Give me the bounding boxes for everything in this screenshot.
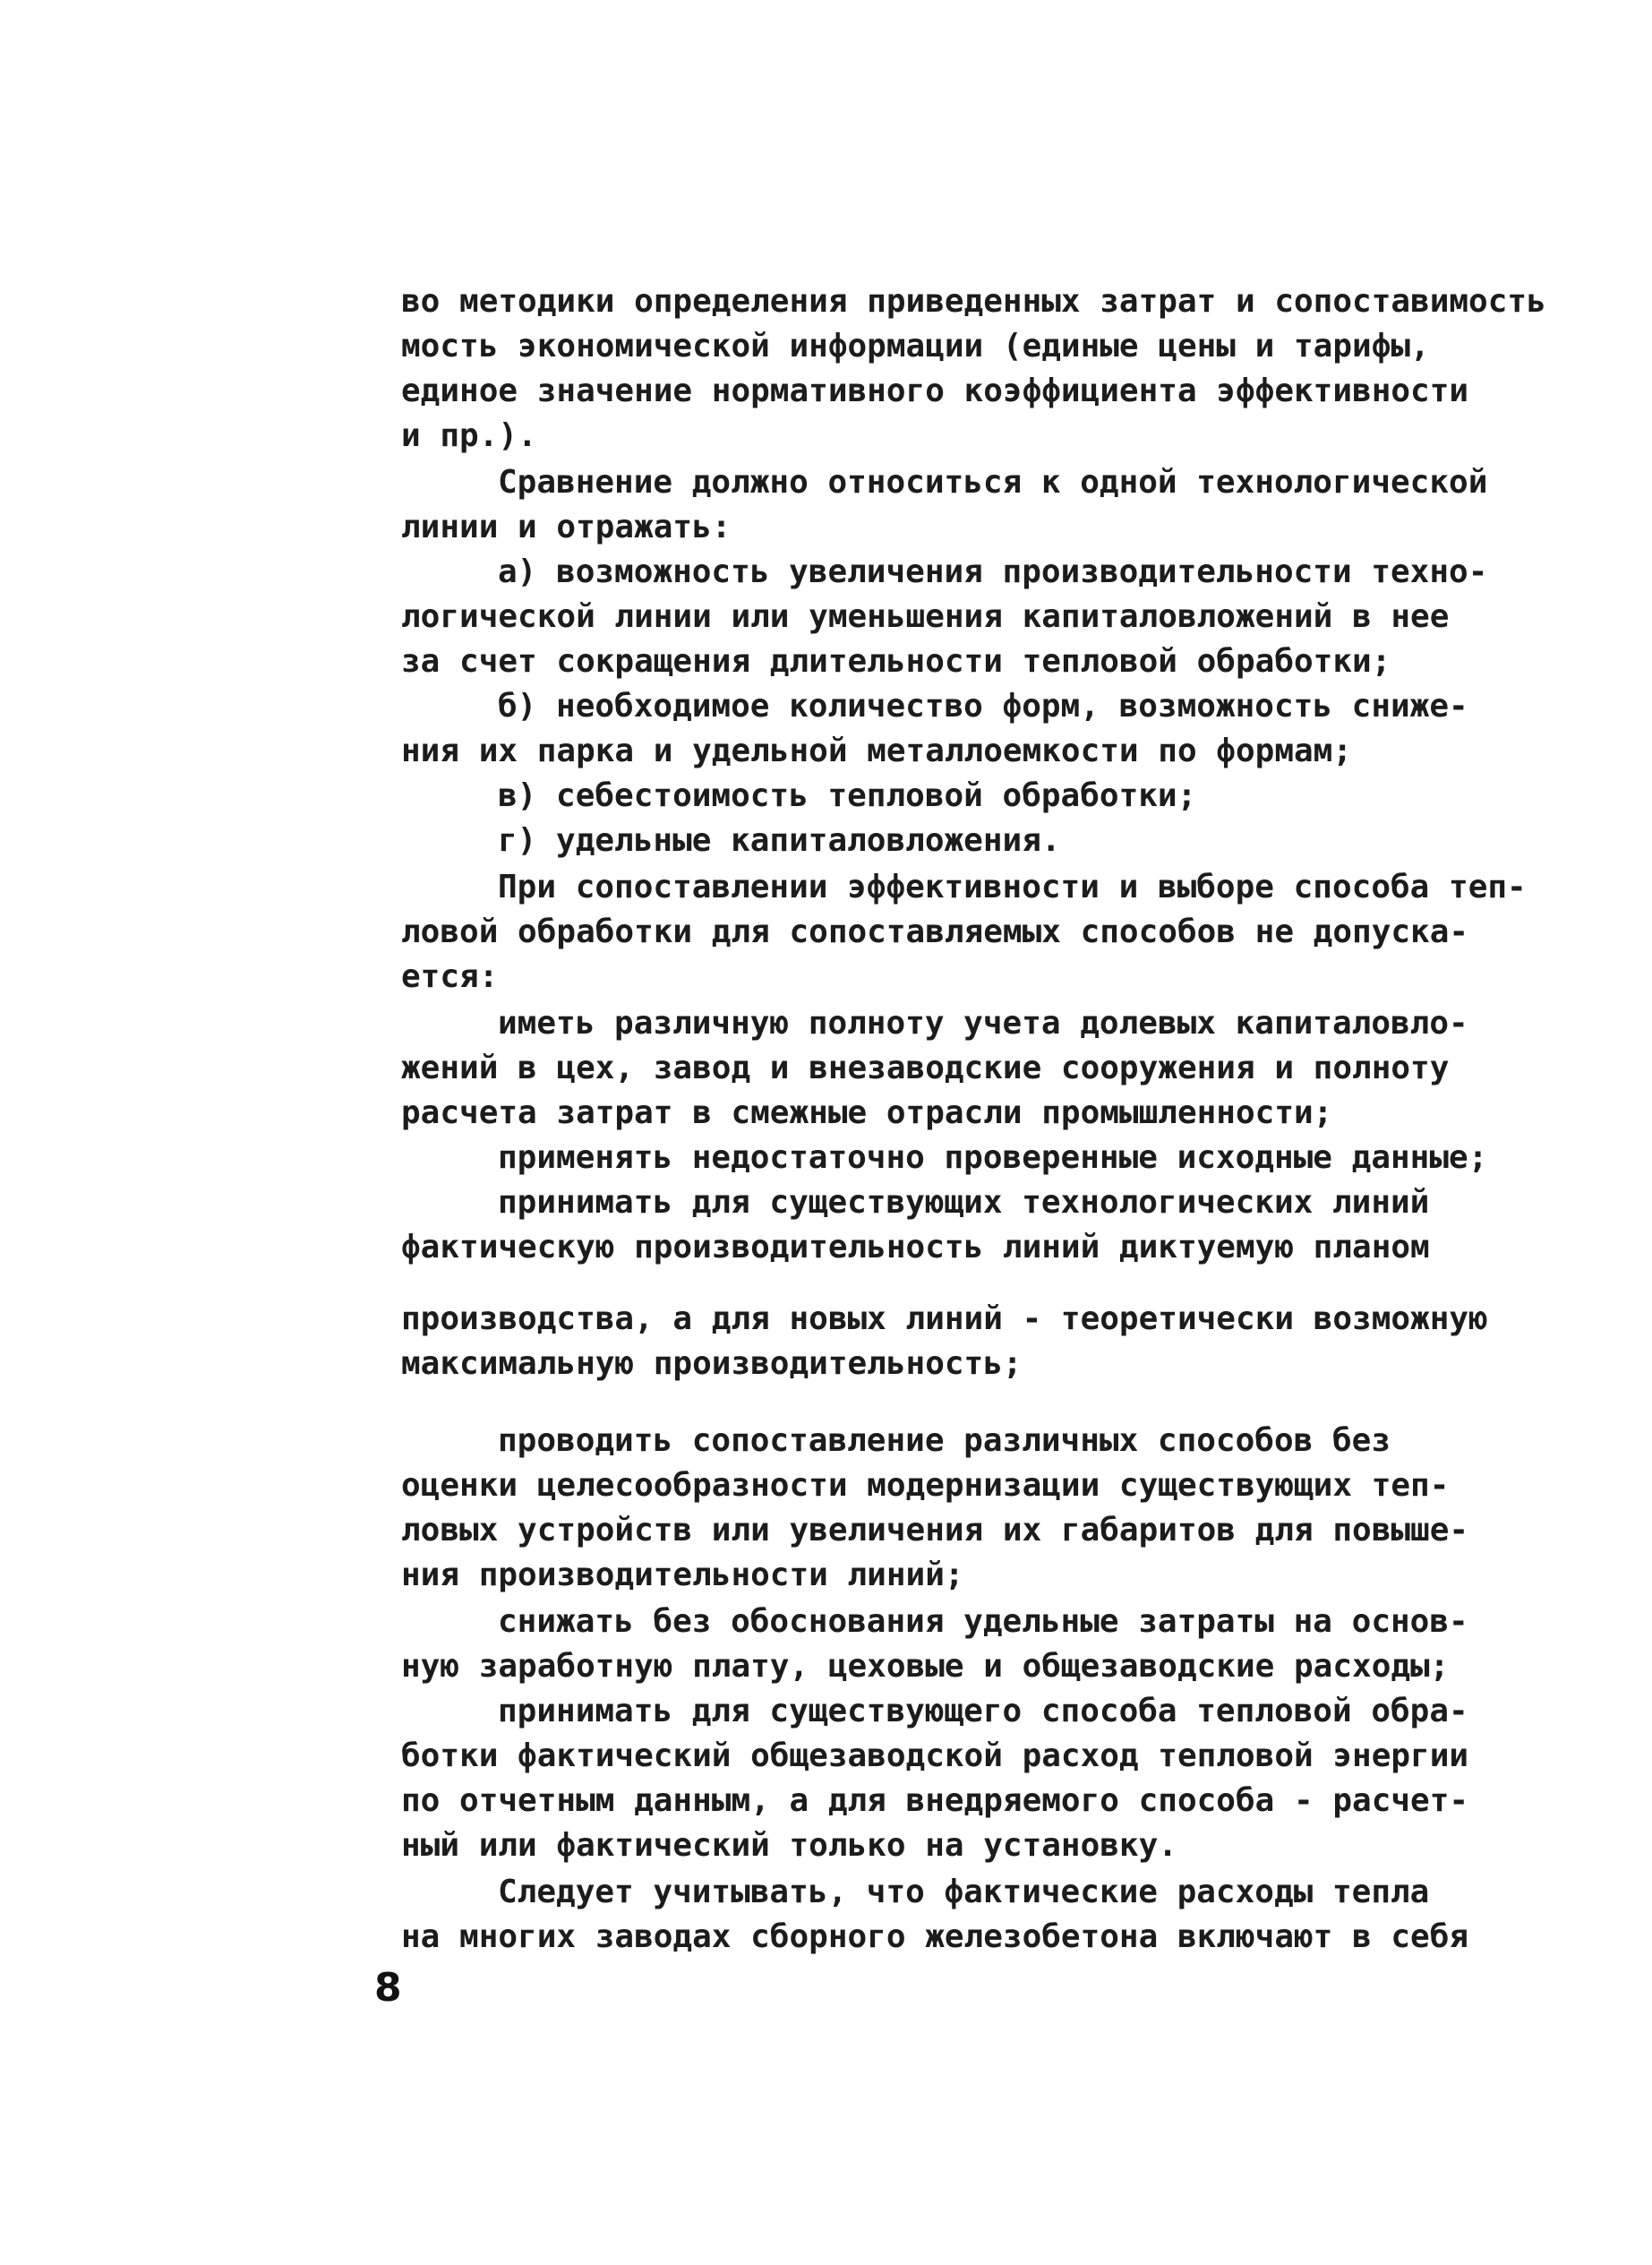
- text-line: принимать для существующих технологических линий: [498, 1184, 1430, 1221]
- text-line: на многих заводах сборного железобетона включают в себя: [401, 1918, 1469, 1955]
- text-line: г) удельные капиталовложения.: [498, 822, 1061, 859]
- text-line: за счет сокращения длительности тепловой обработки;: [401, 643, 1391, 680]
- text-line: а) возможность увеличения производительности техно-: [498, 553, 1488, 590]
- text-line: ный или фактический только на установку.: [401, 1827, 1177, 1864]
- text-line: применять недостаточно проверенные исходные данные;: [498, 1139, 1488, 1176]
- text-line: ловых устройств или увеличения их габаритов для повыше-: [401, 1512, 1469, 1549]
- text-line: единое значение нормативного коэффициента эффективности: [401, 373, 1469, 409]
- text-line: максимальную производительность;: [401, 1345, 1023, 1382]
- text-line: мость экономической информации (единые цены и тарифы,: [401, 328, 1430, 365]
- text-line: принимать для существующего способа тепловой обра-: [498, 1693, 1468, 1729]
- text-line: во методики определения приведенных затрат и сопоставимость: [401, 283, 1546, 320]
- text-line: ния их парка и удельной металлоемкости по формам;: [401, 733, 1353, 769]
- text-line: ния производительности линий;: [401, 1557, 964, 1593]
- text-line: расчета затрат в смежные отрасли промышленности;: [401, 1094, 1333, 1131]
- text-line: фактическую производительность линий диктуемую планом: [401, 1229, 1430, 1265]
- text-line: по отчетным данным, а для внедряемого способа - расчет-: [401, 1782, 1469, 1819]
- text-line: ловой обработки для сопоставляемых способов не допуска-: [401, 914, 1469, 950]
- text-line: проводить сопоставление различных способов без: [498, 1422, 1391, 1459]
- text-line: иметь различную полноту учета долевых капиталовло-: [498, 1005, 1468, 1042]
- page-number: 8: [374, 1965, 402, 2011]
- text-line: производства, а для новых линий - теоретически возможную: [401, 1300, 1488, 1337]
- text-line: логической линии или уменьшения капиталовложений в нее: [401, 598, 1450, 635]
- text-line: снижать без обоснования удельные затраты на основ-: [498, 1603, 1468, 1640]
- text-line: б) необходимое количество форм, возможность сниже-: [498, 688, 1468, 725]
- text-line: ботки фактический общезаводской расход тепловой энергии: [401, 1737, 1469, 1774]
- text-line: Сравнение должно относиться к одной технологической: [498, 464, 1488, 501]
- text-line: жений в цех, завод и внезаводские сооружения и полноту: [401, 1050, 1450, 1086]
- text-line: и пр.).: [401, 417, 537, 454]
- text-line: ется:: [401, 958, 499, 995]
- text-line: ную заработную плату, цеховые и общезаводские расходы;: [401, 1648, 1450, 1685]
- text-line: Следует учитывать, что фактические расходы тепла: [498, 1874, 1430, 1910]
- text-line: линии и отражать:: [401, 509, 732, 545]
- text-line: оценки целесообразности модернизации существующих теп-: [401, 1467, 1450, 1504]
- text-line: в) себестоимость тепловой обработки;: [498, 777, 1197, 814]
- text-line: При сопоставлении эффективности и выборе способа теп-: [498, 869, 1527, 905]
